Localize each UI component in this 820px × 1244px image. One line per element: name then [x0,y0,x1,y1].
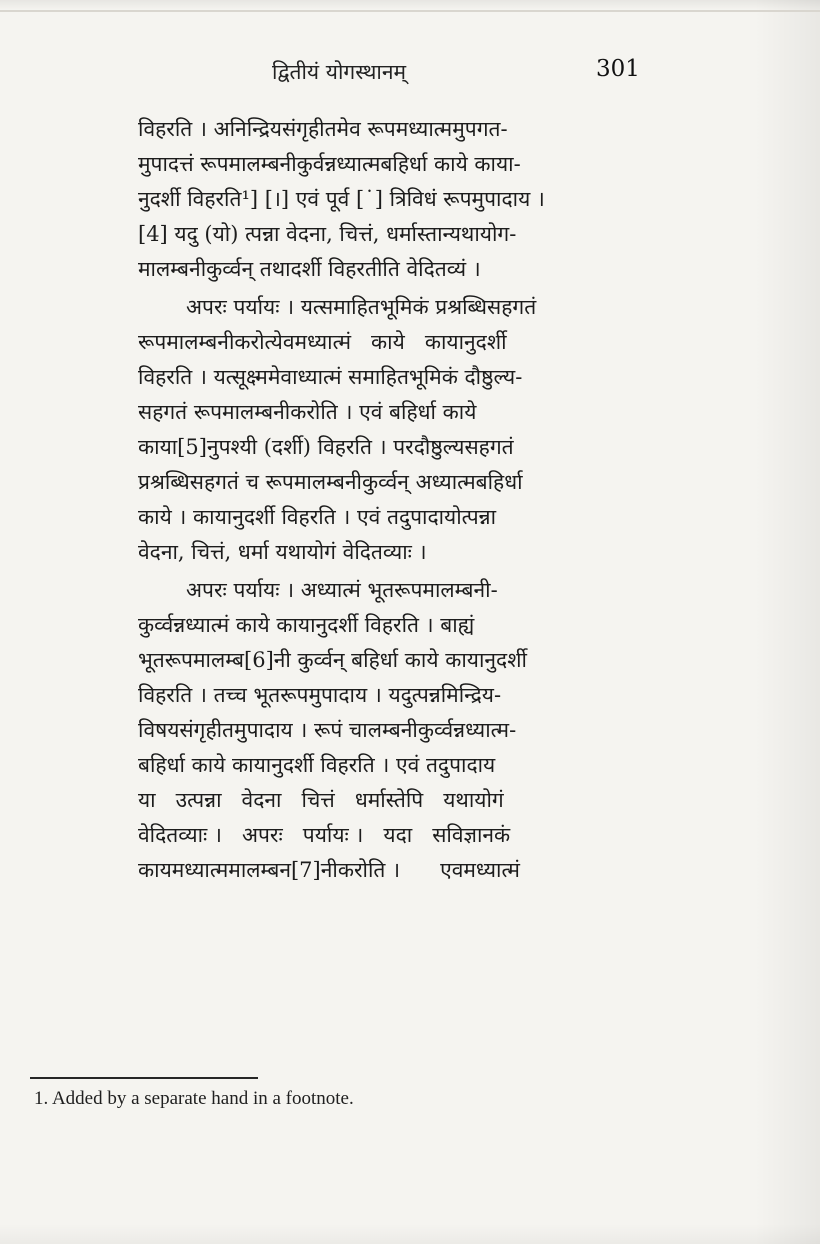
footnote: 1. Added by a separate hand in a footnote. [34,1088,354,1109]
text-line: [4] यदु (यो) त्पन्ना वेदना, चित्तं, धर्मास्तान्यथायोग- [138,222,517,246]
text-line: काये । कायानुदर्शी विहरति । एवं तदुपादायोत्पन्ना [138,505,497,529]
top-edge-rule [0,10,820,12]
text-line: प्रश्रब्धिसहगतं च रूपमालम्बनीकुर्व्वन् अध्यात्मबहिर्धा [138,470,523,494]
text-line: वेदना, चित्तं, धर्मा यथायोगं वेदितव्याः । [138,540,427,564]
text-line: बहिर्धा काये कायानुदर्शी विहरति । एवं तदुपादाय [138,753,496,777]
text-line: विहरति । अनिन्द्रियसंगृहीतमेव रूपमध्यात्ममुपगत- [138,117,508,141]
text-line: काया[5]नुपश्यी (दर्शी) विहरति । परदौष्ठुल्यसहगतं [138,435,514,459]
text-line: वेदितव्याः । अपरः पर्यायः । यदा सविज्ञानकं [138,823,511,847]
text-line: विषयसंगृहीतमुपादाय । रूपं चालम्बनीकुर्व्वन्नध्यात्म- [138,718,517,742]
text-line: अपरः पर्यायः । अध्यात्मं भूतरूपमालम्बनी- [186,578,498,602]
text-line: या उत्पन्ना वेदना चित्तं धर्मास्तेपि यथायोगं [138,788,504,812]
page-shadow [0,1224,820,1244]
text-line: विहरति । यत्सूक्ष्ममेवाध्यात्मं समाहितभूमिकं दौष्ठुल्य- [138,365,523,389]
footnote-divider [30,1077,258,1079]
text-line: रूपमालम्बनीकरोत्येवमध्यात्मं काये कायानुदर्शी [138,330,507,354]
text-line: मालम्बनीकुर्व्वन् तथादर्शी विहरतीति वेदितव्यं । [138,257,481,281]
paragraph-3 [138,573,632,888]
running-title: द्वितीयं योगस्थानम् [272,60,407,84]
text-line: सहगतं रूपमालम्बनीकरोति । एवं बहिर्धा काये [138,400,477,424]
paragraph-2 [138,290,632,570]
text-line: नुदर्शी विहरति¹] [।] एवं पूर्व [˙] त्रिविधं रूपमुपादाय । [138,187,545,211]
page-body [138,112,632,888]
text-line: भूतरूपमालम्ब[6]नी कुर्व्वन् बहिर्धा काये कायानुदर्शी [138,648,527,672]
page-number: 301 [596,56,640,82]
text-line: कायमध्यात्ममालम्बन[7]नीकरोति । एवमध्यात्मं [138,858,520,882]
paragraph-1 [138,112,632,287]
text-line: अपरः पर्यायः । यत्समाहितभूमिकं प्रश्रब्धिसहगतं [186,295,537,319]
running-header [0,56,820,96]
text-line: विहरति । तच्च भूतरूपमुपादाय । यदुत्पन्नमिन्द्रिय- [138,683,502,707]
text-line: कुर्व्वन्नध्यात्मं काये कायानुदर्शी विहरति । बाह्यं [138,613,475,637]
text-line: मुपादत्तं रूपमालम्बनीकुर्वन्नध्यात्मबहिर्धा काये काया- [138,152,521,176]
